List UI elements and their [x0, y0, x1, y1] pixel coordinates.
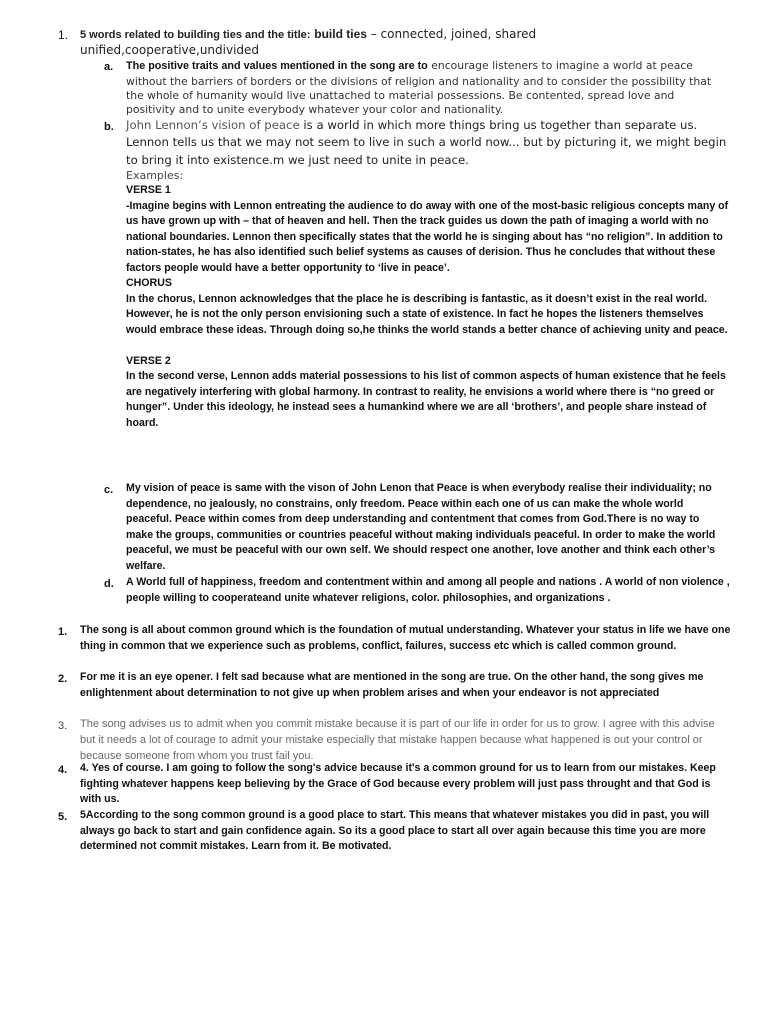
item-a — [126, 59, 716, 117]
verse-2-heading: VERSE 2 — [126, 354, 171, 367]
title-key: build ties — [314, 27, 367, 41]
title-rest: – connected, joined, shared — [366, 27, 537, 41]
item-c: My vision of peace is same with the vison of John Lenon that Peace is when everybody realise their individuality; no dependence, no jealously, no constrains, only freedom. Peace within each one of us can make the whole world peaceful. Peace within comes from deep understanding and contentment that comes from God.There is no way to make the groups, communities or countries peaceful without making individuals peaceful. In order to make the world peaceful, we must be peaceful with our own self. We should respect one another, love another and think each other’s welfare. — [126, 482, 716, 572]
title-line-2: unified,cooperative,undivided — [80, 43, 260, 57]
question-1-header — [80, 27, 720, 58]
chorus-heading: CHORUS — [126, 277, 172, 289]
sub-letter: b. — [104, 121, 114, 133]
list-number: 1. — [58, 626, 68, 638]
list-number: 4. — [58, 764, 68, 776]
sub-letter: a. — [104, 61, 114, 73]
examples-label: Examples: — [126, 169, 184, 182]
item-d: A World full of happiness, freedom and contentment within and among all people and nations . A world of non violence , people willing to cooperateand unite whatever religions, color. philosophies, and organizations . — [126, 576, 730, 604]
answer-3: The song advises us to admit when you commit mistake because it is part of our life in order for us to grow. I agree with this advise but it needs a lot of courage to admit your mistake especially that mistake happen because what happened is out your control or because someone from whom you trust fail you. — [80, 718, 715, 762]
list-number: 3. — [58, 720, 68, 732]
verse-1-text: -Imagine begins with Lennon entreating the audience to do away with one of the most-basic religious concepts many of us have grown up with – that of heaven and hell. Then the track guides us down the path of imaging a world with no national boundaries. Lennon then specifically states that the world he is singing about has “no religion”. In addition to nation-states, he has also identified such belief systems as causes of derision. Thus he concludes that without these factors people would have a better opportunity to ‘live in peace’. — [126, 199, 729, 274]
item-b-text: is a world in which more things bring us together than separate us. Lennon tells us that we may not seem to live in such a world now... but by picturing it, we might begin to bring it into existence.m we just need to unite in peace. — [126, 118, 727, 167]
answer-1: The song is all about common ground which is the foundation of mutual understanding. Whatever your status in life we have one thing in common that we experience such as problems, conflict, failures, success etc which is called common ground. — [80, 624, 731, 652]
chorus-text: In the chorus, Lennon acknowledges that the place he is describing is fantastic, as it doesn’t exist in the real world. However, he is not the only person envisioning such a state of existence. In fact he hopes the listeners themselves would embrace these ideas. Through doing so,he thinks the world stands a better chance of achieving unity and peace. — [126, 292, 728, 336]
list-number: 5. — [58, 811, 68, 823]
verse-2-text: In the second verse, Lennon adds material possessions to his list of common aspects of human existence that he feels are negatively interfering with global harmony. In contrast to reality, he envisions a world where there is “no greed or hunger”. Under this ideology, he instead sees a humankind where we are all ‘brothers’, and people share instead of hoard. — [126, 370, 726, 429]
item-b — [126, 117, 741, 169]
sub-letter: d. — [104, 578, 114, 590]
list-number: 2. — [58, 673, 68, 685]
answer-5: 5According to the song common ground is a good place to start. This means that whatever mistakes you did in past, you will always go back to start and gain confidence again. So its a good place to start all over again because this time you are more determined not commit mistakes. Learn from it. Be motivated. — [80, 809, 710, 852]
answer-4: 4. Yes of course. I am going to follow the song's advice because it's a common ground for us to learn from our mistakes. Keep fighting whatever happens keep believing by the Grace of God because every problem will just pass throught and that God is with us. — [80, 762, 716, 805]
item-a-bold: The positive traits and values mentioned in the song are to — [126, 60, 428, 72]
verse-1-block — [126, 183, 731, 431]
item-b-lead: John Lennon’s vision of peace — [126, 118, 300, 132]
list-number: 1. — [58, 28, 69, 42]
verse-1-heading: VERSE 1 — [126, 184, 171, 196]
sub-letter: c. — [104, 484, 114, 496]
item-a-text: encourage listeners to imagine a world at peace without the barriers of borders or the divisions of religion and nationality and to consider the possibility that the whole of humanity would live unattached to material possessions. Be contented, spread love and positivity and to unite everybody whatever your color and nationality. — [126, 59, 712, 116]
answer-2: For me it is an eye opener. I felt sad because what are mentioned in the song are true. On the other hand, the song gives me enlightenment about determination to not give up when problem arises and when your endeavor is not appreciated — [80, 671, 704, 699]
title-prefix: 5 words related to building ties and the title: — [80, 29, 311, 41]
